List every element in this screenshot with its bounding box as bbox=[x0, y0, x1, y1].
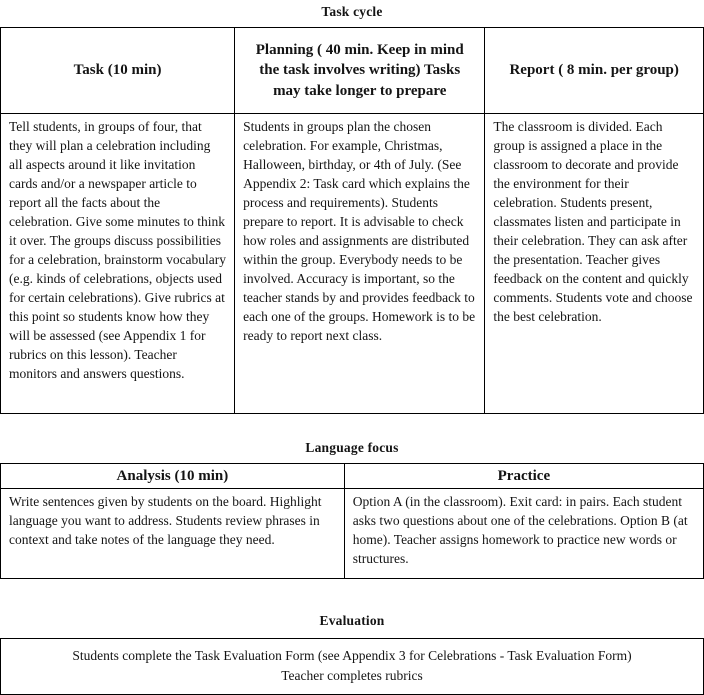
practice-body-cell: Option A (in the classroom). Exit card: in pairs. Each student asks two questions about one of the celebrations. Option B (at home). Teacher assigns homework to practice new words or structures. bbox=[344, 489, 703, 579]
task-cycle-table bbox=[0, 27, 704, 414]
task-cycle-header-row bbox=[1, 28, 704, 114]
report-column-header: Report ( 8 min. per group) bbox=[485, 28, 704, 114]
planning-body-cell: Students in groups plan the chosen celebration. For example, Christmas, Halloween, birthday, or 4th of July. (See Appendix 2: Task card which explains the process and requirements). Students prepare to report. It is advisable to check how roles and assignments are distributed within the group. Everybody needs to be involved. Accuracy is important, so the teacher stands by and provides feedback to each one of the groups. Homework is to be ready to report next class. bbox=[235, 114, 485, 414]
practice-column-header: Practice bbox=[344, 464, 703, 489]
language-focus-table bbox=[0, 463, 704, 579]
report-body-cell: The classroom is divided. Each group is assigned a place in the classroom to decorate and provide the environment for their celebration. Students present, classmates listen and participate in their celebration. They can ask after the presentation. Teacher gives feedback on the content and quickly comments. Students vote and choose the best celebration. bbox=[485, 114, 704, 414]
language-focus-body-row bbox=[1, 489, 704, 579]
evaluation-box bbox=[0, 638, 704, 695]
task-column-header: Task (10 min) bbox=[1, 28, 235, 114]
analysis-body-cell: Write sentences given by students on the board. Highlight language you want to address. Students review phrases in context and take notes of the language they need. bbox=[1, 489, 345, 579]
task-cycle-title: Task cycle bbox=[321, 4, 383, 19]
task-body-cell: Tell students, in groups of four, that they will plan a celebration including all aspects around it like invitation cards and/or a newspaper article to report all the facts about the celebration. Give some minutes to think it over. The groups discuss possibilities for a celebration, brainstorm vocabulary (e.g. kinds of celebrations, objects used for certain celebrations). Give rubrics at this point so students know how they will be assessed (see Appendix 1 for rubrics on this lesson). Teacher monitors and answers questions. bbox=[1, 114, 235, 414]
language-focus-title: Language focus bbox=[305, 440, 399, 455]
evaluation-line-1: Students complete the Task Evaluation Form (see Appendix 3 for Celebrations - Task Evaluation Form) bbox=[72, 648, 632, 664]
task-cycle-body-row bbox=[1, 114, 704, 414]
lesson-plan-document bbox=[0, 4, 704, 695]
language-focus-header-row bbox=[1, 464, 704, 489]
analysis-column-header: Analysis (10 min) bbox=[1, 464, 345, 489]
evaluation-line-2: Teacher completes rubrics bbox=[281, 667, 423, 683]
planning-column-header: Planning ( 40 min. Keep in mind the task involves writing) Tasks may take longer to prepare bbox=[235, 28, 485, 114]
evaluation-title: Evaluation bbox=[319, 613, 385, 629]
